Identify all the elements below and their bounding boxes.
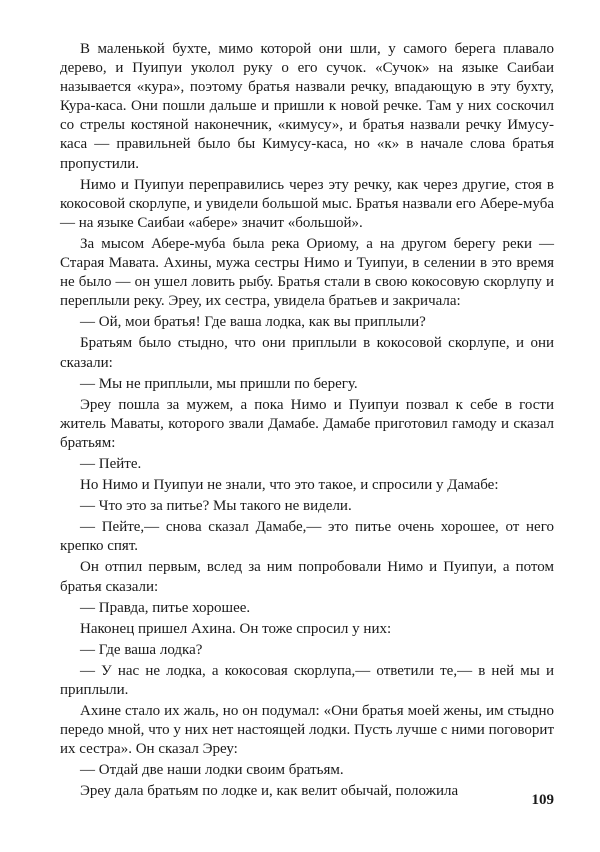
paragraph-2: Нимо и Пуипуи переправились через эту речку, как через другие, стоя в кокосовой скорлупе, и увидели большой мыс. Братья назвали его Абере-муба — на языке Саибаи «абере» значит «большой». <box>60 176 554 231</box>
dialogue-line-6: — Правда, питье хорошее. <box>80 599 251 616</box>
paragraph-3: За мысом Абере-муба была река Ориому, а на другом берегу реки — Старая Мавата. Ахины, мужа сестры Нимо и Туипуи, в селении в это время не было — он ушел ловить рыбу. Братья стали в свою кокосовую скорлупу и переплыли реку. Эреу, их сестра, увидела братьев и закричала: <box>60 235 554 310</box>
dialogue-line-4: — Что это за питье? Мы такого не видели. <box>80 498 352 515</box>
dialogue-line-7: — Где ваша лодка? <box>80 641 203 658</box>
dialogue-line-9: — Отдай две наши лодки своим братьям. <box>80 762 344 779</box>
paragraph-8: Наконец пришел Ахина. Он тоже спросил у них: <box>80 620 392 637</box>
paragraph-1: В маленькой бухте, мимо которой они шли, у самого берега плавало дерево, и Пуипуи уколол руку о его сучок. «Сучок» на языке Саибаи называется «кура», поэтому братья назвали речку, впадающую в эту бухту, Кура-каса. Они пошли дальше и пришли к новой речке. Там у них соскочил со стрелы костяной наконечник, «кимусу», и братья назвали речку Имусу-каса — правильней было бы Кимусу-каса, но «к» в начале слова братья пропустили. <box>60 41 554 172</box>
dialogue-line-5: — Пейте,— снова сказал Дамабе,— это питье очень хорошее, от него крепко спят. <box>60 519 554 555</box>
dialogue-line-1: — Ой, мои братья! Где ваша лодка, как вы приплыли? <box>80 314 426 331</box>
paragraph-6: Но Нимо и Пуипуи не знали, что это такое, и спросили у Дамабе: <box>80 477 499 494</box>
dialogue-line-2: — Мы не приплыли, мы пришли по берегу. <box>80 375 358 392</box>
dialogue-line-3: — Пейте. <box>80 455 142 472</box>
paragraph-5: Эреу пошла за мужем, а пока Нимо и Пуипуи позвал к себе в гости житель Маваты, которого звали Дамабе. Дамабе приготовил гамоду и сказал братьям: <box>60 396 554 451</box>
paragraph-10: Эреу дала братьям по лодке и, как велит обычай, положила <box>80 783 459 800</box>
paragraph-9: Ахине стало их жаль, но он подумал: «Они братья моей жены, им стыдно передо мной, что у них нет настоящей лодки. Пусть лучше с ними поговорит их сестра». Он сказал Эреу: <box>60 703 554 758</box>
paragraph-7: Он отпил первым, вслед за ним попробовали Нимо и Пуипуи, а потом братья сказали: <box>60 559 554 595</box>
book-page-text <box>60 40 554 804</box>
dialogue-line-8: — У нас не лодка, а кокосовая скорлупа,— ответили те,— в ней мы и приплыли. <box>60 662 554 698</box>
page-number: 109 <box>531 792 554 808</box>
paragraph-4: Братьям было стыдно, что они приплыли в кокосовой скорлупе, и они сказали: <box>60 335 554 371</box>
